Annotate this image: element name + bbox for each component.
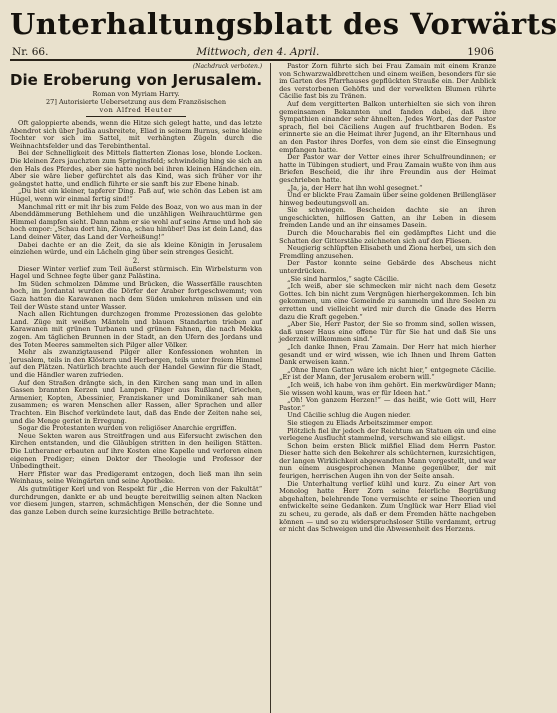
paragraph: Auf den Straßen drängte sich, in den Kirchen sang man und in allen Gassen brannten Kerzen und Lampen. Pilger aus Rußland, Griechen, Armenier, Kopten, Abessinier, Franziskaner und Dominikaner sah man zusammen; es waren Menschen aller Rassen, aller Sprachen und aller Trachten. Ein Bischof verkündete laut, daß das Ende der Zeiten nahe sei, und die Menge geriet in Erregung. (10, 378, 263, 425)
issue-year: 1906 (467, 45, 494, 58)
translation-label: Autorisierte Uebersetzung aus dem Französischen (58, 98, 227, 106)
column-left-text-top (10, 120, 262, 257)
paragraph: Der Pastor war der Vetter eines ihrer Schulfreundinnen; er hatte in Tübingen studiert, und Frau Zamain wußte von ihm aus Briefen Bescheid, die ihr ihre Freundin aus der Heimat geschrieben hatte. (279, 153, 496, 184)
column-left (10, 63, 262, 713)
columns (10, 63, 496, 713)
paragraph: Die Unterhaltung verlief kühl und kurz. Zu einer Art von Monolog hatte Herr Zorn seine feierliche Begrüßung abgehalten, belehrende Tone vermischte er seine Theorien und entwickelte seine Gedanken. Zum Unglück war Herr Eliad viel zu scheu, zu gerade, als daß er dem Fremden hätte nachgeben können — und so zu widerspruchsloser Stille verdammt, ertrug er nicht das Schweigen und die Abwesenheit des Herzens. (279, 479, 496, 534)
paragraph: Im Süden schmolzen Dämme und Brücken, die Wasserfälle rauschten hoch, im Jordantal wurden die Dörfer der Araber fortgeschwemmt; von Gaza hatten die Karawanen nach dem Süden umkehren müssen und ein Teil der Wüste stand unter Wasser. (10, 279, 263, 311)
masthead: Unterhaltungsblatt des Vorwärts (10, 7, 557, 41)
paragraph: Bei der Schnelligkeit des Mittels flatterten Zionas lose, blonde Locken. Die kleinen Zers jauchzten zum Springinsfeld; schwindelig hing sie sich an den Hals des Pferdes, aber sie hatte noch bei ihren kleinen Händchen ein. Aber sie wäre lieber gefürchtet als das Kind, was sich früher vor ihr geängstet hatte, und endlich führte er sie sanft bis zur Ebene hinab. (10, 149, 263, 188)
column-left-text-bottom (10, 266, 262, 517)
column-right-text (279, 63, 496, 534)
issue-number: Nr. 66. (12, 45, 49, 58)
episode-number: 27] (46, 98, 57, 106)
article-title: Die Eroberung von Jerusalem. (10, 71, 263, 89)
reprint-note: (Nachdruck verboten.) (192, 63, 263, 70)
paragraph: „Sie sind harmlos,“ sagte Cäcilie. (287, 274, 399, 283)
paragraph: Dabei dachte er an die Zeit, da sie als kleine Königin in Jerusalem einziehen würde, und ein Lächeln ging über sein strenges Gesicht. (10, 240, 263, 257)
paragraph: Sie schwiegen. Bescheiden dachte sie an ihren ungeschickten, hilflosen Gatten, an ihr Leben in diesem fremden Lande und an ihr einsames Dasein. (279, 206, 496, 230)
paragraph: Oft galoppierte abends, wenn die Hitze sich gelegt hatte, und das letzte Abendrot sich über Judäa ausbreitete, Eliad in seinem Burnus, seine kleine Tochter vor sich im Sattel, mit verhängten Zügeln durch die Weihnachtsfelder und das Terebinthental. (10, 119, 263, 150)
paragraph: Nach allen Richtungen durchzogen fromme Prozessionen das gelobte Land. Züge mit weißen Mänteln und blauen Standarten trieben auf Karawanen mit grünen Turbanen und grünen Fahnen, die nach Mekka zogen. Am täglichen Brunnen in der Stadt, an den Ufern des Jordans und des Toten Meeres sammelten sich Pilger aller Völker. (10, 310, 263, 349)
paragraph: Mehr als zwanzigtausend Pilger aller Konfessionen wohnten in Jerusalem, teils in den Klöstern und Herbergen, teils unter freiem Himmel auf den Plätzen. Natürlich brachte auch der Handel Gewinn für die Stadt, und die Händler waren zufrieden. (10, 348, 263, 379)
paragraph: Plötzlich fiel ihr jedoch der Reichtum an Statuen ein und eine verlegene Ausflucht stammelnd, verschwand sie eiligst. (279, 426, 496, 443)
paragraph: Auf dem vergitterten Balkon unterhielten sie sich von ihren gemeinsamen Bekannten und fanden dabei, daß ihre Sympathien einander sehr ähnelten. Jedes Wort, das der Pastor sprach, fiel bei Cäciliens Augen auf fruchtbaren Boden. Es erinnerte sie an die Heimat ihrer Jugend, an ihr Elternhaus und an den Pastor ihres Dorfes, von dem sie einst die Einsegnung empfangen hatte. (279, 99, 496, 154)
paragraph: Und Cäcilie schlug die Augen nieder. (287, 411, 411, 420)
paragraph: Pastor Zorn führte sich bei Frau Zamain mit einem Kranze von Schwarzwaldbrettchen und einem weißen, besonders für sie im Garten des Pfarrhauses gepflückten Strauße ein. Der Anblick des verstorbenen Gehöfts und der verwelkten Blumen rührte Cäcilie fast bis zu Tränen. (279, 62, 496, 101)
paragraph: „Ich weiß, aber sie schmecken mir nicht nach dem Gesetz Gottes. Ich bin nicht zum Vergnügen hierhergekommen. Ich bin gekommen, um eine Gemeinde zu sammeln und ihre Seelen zu erretten und vielleicht wird mir durch die Gnade des Herrn dazu die Kraft gegeben.“ (279, 282, 496, 321)
paragraph: Neue Sekten waren aus Streitfragen und aus Eifersucht zwischen den Kirchen entstanden, und die Gläubigen stritten in den heiligen Stätten. Die Lutheraner erbauten auf ihre Kosten eine Kapelle und verloren einen eigenen Prediger; einen Doktor der Theologie und Professor der Unbedingtheit. (10, 431, 263, 471)
column-right (279, 63, 496, 713)
paragraph: Und er blickte Frau Zamain über seine goldenen Brillengläser hinweg bedeutungsvoll an. (279, 191, 496, 207)
paragraph: „Oh! Von ganzem Herzen!“ — das heißt, wie Gott will, Herr Pastor.“ (279, 396, 496, 412)
paragraph: Herr Pfister war das Predigeramt entzogen, doch ließ man ihn sein Weinhaus, seine Weingärten und seine Apotheke. (10, 469, 263, 486)
paragraph: „Ich danke Ihnen, Frau Zamain. Der Herr hat mich hierher gesandt und er wird wissen, wie ich Ihnen und Ihrem Gatten Dank erweisen kann.“ (279, 342, 496, 367)
paragraph: „Ich weiß, ich habe von ihm gehört. Ein merkwürdiger Mann; Sie wissen wohl kaum, was er für Ideen hat.“ (279, 380, 496, 397)
translator: von Alfred Heuter (99, 106, 173, 114)
dateline (10, 44, 496, 61)
paragraph: Durch die Moucharabis fiel ein gedämpftes Licht und die Schatten der Gitterstäbe zeichneten sich auf den Fliesen. (279, 229, 496, 245)
paragraph: Als gutmütiger Kerl und von Respekt für „die Herren von der Fakultät“ durchdrungen, dankte er ab und beugte bereitwillig seinen alten Nacken vor diesem jungen, starren, schmächtigen Menschen, der die Sonne und das ganze Leben durch seine kurzsichtige Brille betrachtete. (10, 484, 263, 516)
paragraph: Schon beim ersten Blick mißfiel Eliad dem Herrn Pastor. Dieser hatte sich den Bekehrer als schüchternen, kurzsichtigen, der langen Wirklichkeit abgewandten Mann vorgestellt, und war nun einem ausgesprochenen Manne gegenüber, der mit feurigen, herrischen Augen ihn von der Seite ansah. (279, 441, 497, 481)
paragraph: Dieser Winter verlief zum Teil äußerst stürmisch. Ein Wirbelsturm von Hagel und Schnee fegte über ganz Palästina. (10, 264, 263, 281)
paragraph: Manchmal ritt er mit ihr bis zum Felde des Boaz, von wo aus man in der Abenddämmerung Bethlehem und die unzähligen Weihrauchtürme gen Himmel dampfen sieht. Dann nahm er sie wohl auf seine Arme und hob sie hoch empor: „Schau dort hin, Ziona, schau hinüber! Das ist dein Land, das Land deiner Väter, das Land der Verheißung!“ (10, 202, 263, 241)
translation-note (10, 98, 262, 106)
paragraph: Sie stiegen zu Eliads Arbeitszimmer empor. (287, 418, 433, 427)
issue-date: Mittwoch, den 4. April. (196, 45, 320, 58)
paragraph: „Ja, ja, der Herr hat ihn wohl gesegnet.“ (287, 183, 423, 192)
paragraph: „Ohne Ihren Gatten wäre ich nicht hier,“ entgegnete Cäcilie. „Er ist der Mann, der Jerusalem erobern will.“ (279, 365, 496, 382)
paragraph: „Du bist ein kleiner, tapferer Ding. Paß auf, wie schön das Leben ist am Hügel, wenn wir einmal fertig sind!“ (10, 187, 263, 203)
column-divider (270, 63, 271, 713)
section-number: 2. (132, 256, 140, 265)
paragraph: Sogar die Protestanten wurden von religiöser Anarchie ergriffen. (18, 424, 237, 433)
paragraph: „Aber Sie, Herr Pastor, der Sie so fromm sind, sollen wissen, daß unser Haus eine offene Tür für Sie hat und daß Sie uns jederzeit willkommen sind.“ (279, 320, 496, 344)
paragraph: Der Pastor konnte seine Gebärde des Abscheus nicht unterdrücken. (279, 259, 496, 276)
paragraph: Neugierig schlüpften Elisabeth und Ziona herbei, um sich den Fremdling anzusehen. (279, 244, 496, 260)
divider (86, 116, 187, 117)
article-subtitle: Roman von Myriam Harry. (92, 90, 180, 98)
